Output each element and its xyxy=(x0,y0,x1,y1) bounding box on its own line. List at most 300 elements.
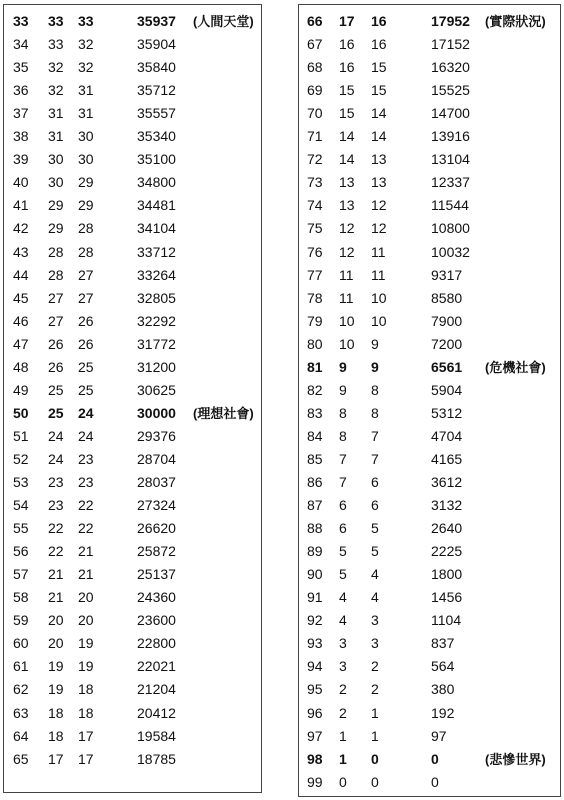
col-2-value: 29 xyxy=(48,197,64,214)
col-3-value: 20 xyxy=(78,589,94,606)
table-row xyxy=(299,563,560,586)
col-2-value: 13 xyxy=(339,174,355,191)
product-value: 25872 xyxy=(137,543,176,560)
row-number: 41 xyxy=(13,197,29,214)
col-2-value: 25 xyxy=(48,381,64,398)
table-row xyxy=(4,102,261,125)
table-row xyxy=(299,748,560,771)
col-2-value: 31 xyxy=(48,128,64,145)
table-row xyxy=(4,333,261,356)
col-2-value: 2 xyxy=(339,681,347,698)
col-2-value: 0 xyxy=(339,773,347,790)
col-3-value: 25 xyxy=(78,381,94,398)
row-number: 68 xyxy=(307,59,323,76)
product-value: 30000 xyxy=(137,404,176,421)
table-row xyxy=(4,148,261,171)
product-value: 1104 xyxy=(431,612,462,629)
col-3-value: 17 xyxy=(78,727,94,744)
row-number: 56 xyxy=(13,543,29,560)
table-row xyxy=(299,448,560,471)
product-value: 5904 xyxy=(431,381,463,398)
product-value: 35557 xyxy=(137,105,176,122)
table-row xyxy=(299,517,560,540)
col-2-value: 17 xyxy=(48,750,64,767)
col-3-value: 26 xyxy=(78,335,94,352)
col-3-value: 19 xyxy=(78,658,94,675)
row-number: 58 xyxy=(13,589,29,606)
col-3-value: 28 xyxy=(78,220,94,237)
col-2-value: 33 xyxy=(48,36,64,53)
product-value: 12337 xyxy=(431,174,470,191)
col-2-value: 3 xyxy=(339,658,347,675)
row-number: 75 xyxy=(307,220,323,237)
table-row xyxy=(299,771,560,794)
row-number: 90 xyxy=(307,566,323,583)
table-row xyxy=(299,56,560,79)
col-3-value: 10 xyxy=(371,289,387,306)
product-value: 11544 xyxy=(431,197,469,214)
product-value: 27324 xyxy=(137,497,176,514)
row-number: 64 xyxy=(13,727,29,744)
col-2-value: 7 xyxy=(339,474,347,490)
product-value: 22021 xyxy=(137,658,176,675)
col-2-value: 13 xyxy=(339,197,355,214)
col-3-value: 28 xyxy=(78,243,94,260)
col-2-value: 11 xyxy=(339,289,354,306)
product-value: 25137 xyxy=(137,566,176,583)
product-value: 21204 xyxy=(137,681,176,698)
row-number: 65 xyxy=(13,750,29,767)
col-3-value: 27 xyxy=(78,266,94,283)
product-value: 29376 xyxy=(137,427,176,444)
table-row xyxy=(4,33,261,56)
product-value: 35840 xyxy=(137,59,176,76)
table-row xyxy=(4,241,261,264)
row-note: (危機社會) xyxy=(485,359,546,375)
table-row xyxy=(299,79,560,102)
table-row xyxy=(4,563,261,586)
col-3-value: 6 xyxy=(371,474,379,490)
table-row xyxy=(4,471,261,494)
col-3-value: 0 xyxy=(371,750,379,767)
col-3-value: 5 xyxy=(371,520,379,537)
row-note: (悲慘世界) xyxy=(485,751,546,767)
col-2-value: 25 xyxy=(48,404,64,421)
row-note: (實際狀況) xyxy=(485,14,546,29)
left-table xyxy=(3,4,262,793)
col-3-value: 29 xyxy=(78,174,94,191)
col-3-value: 3 xyxy=(371,612,379,629)
col-2-value: 24 xyxy=(48,450,64,467)
row-number: 63 xyxy=(13,704,29,721)
table-row xyxy=(4,748,261,771)
table-row xyxy=(4,448,261,471)
col-2-value: 27 xyxy=(48,312,64,329)
col-2-value: 31 xyxy=(48,105,64,122)
product-value: 33712 xyxy=(137,243,176,260)
col-2-value: 27 xyxy=(48,289,64,306)
product-value: 35340 xyxy=(137,128,176,145)
table-row xyxy=(299,494,560,517)
table-row xyxy=(4,632,261,655)
col-2-value: 14 xyxy=(339,128,355,145)
col-3-value: 31 xyxy=(78,82,94,99)
col-3-value: 9 xyxy=(371,335,379,352)
col-2-value: 14 xyxy=(339,151,355,168)
table-row xyxy=(299,540,560,563)
col-2-value: 5 xyxy=(339,543,347,560)
col-3-value: 18 xyxy=(78,681,94,698)
product-value: 9317 xyxy=(431,266,463,283)
col-2-value: 16 xyxy=(339,36,355,53)
product-value: 13104 xyxy=(431,151,470,168)
row-number: 84 xyxy=(307,427,323,444)
row-number: 50 xyxy=(13,404,29,421)
col-3-value: 22 xyxy=(78,497,94,514)
row-number: 66 xyxy=(307,13,323,29)
col-2-value: 20 xyxy=(48,635,64,652)
col-2-value: 10 xyxy=(339,335,355,352)
table-row xyxy=(4,702,261,725)
table-row xyxy=(299,425,560,448)
row-number: 89 xyxy=(307,543,323,560)
row-number: 60 xyxy=(13,635,29,652)
product-value: 31200 xyxy=(137,358,176,375)
row-number: 62 xyxy=(13,681,29,698)
table-row xyxy=(4,517,261,540)
col-3-value: 1 xyxy=(371,704,379,721)
col-2-value: 33 xyxy=(48,13,64,29)
col-2-value: 8 xyxy=(339,427,347,444)
col-3-value: 4 xyxy=(371,589,379,606)
row-number: 40 xyxy=(13,174,29,191)
table-row xyxy=(299,148,560,171)
product-value: 16320 xyxy=(431,59,470,76)
row-number: 97 xyxy=(307,727,323,744)
col-3-value: 22 xyxy=(78,520,94,537)
row-number: 79 xyxy=(307,312,323,329)
product-value: 10800 xyxy=(431,220,470,237)
row-number: 82 xyxy=(307,381,323,398)
product-value: 35712 xyxy=(137,82,176,99)
col-2-value: 9 xyxy=(339,358,347,375)
col-3-value: 8 xyxy=(371,381,379,398)
product-value: 35937 xyxy=(137,13,176,29)
col-2-value: 32 xyxy=(48,82,64,99)
col-3-value: 17 xyxy=(78,750,94,767)
row-number: 71 xyxy=(307,128,323,145)
col-3-value: 16 xyxy=(371,13,387,29)
product-value: 34104 xyxy=(137,220,176,237)
row-number: 48 xyxy=(13,358,29,375)
product-value: 3132 xyxy=(431,497,463,514)
col-2-value: 19 xyxy=(48,681,64,698)
product-value: 2640 xyxy=(431,520,463,537)
row-note: (人間天堂) xyxy=(193,14,254,29)
row-number: 33 xyxy=(13,13,29,29)
row-number: 87 xyxy=(307,497,323,514)
row-number: 45 xyxy=(13,289,29,306)
col-3-value: 15 xyxy=(371,59,387,76)
col-2-value: 2 xyxy=(339,704,347,721)
product-value: 32292 xyxy=(137,312,176,329)
table-row xyxy=(299,241,560,264)
col-2-value: 1 xyxy=(339,750,347,767)
table-row xyxy=(299,402,560,425)
row-number: 73 xyxy=(307,174,323,191)
row-number: 74 xyxy=(307,197,323,214)
table-row xyxy=(299,586,560,609)
table-row xyxy=(4,10,261,33)
col-2-value: 1 xyxy=(339,727,347,744)
row-note: (理想社會) xyxy=(193,405,254,421)
product-value: 3612 xyxy=(431,474,463,490)
col-2-value: 19 xyxy=(48,658,64,675)
row-number: 77 xyxy=(307,266,323,283)
col-3-value: 11 xyxy=(371,243,386,260)
col-3-value: 24 xyxy=(78,427,94,444)
row-number: 34 xyxy=(13,36,29,53)
col-3-value: 6 xyxy=(371,497,379,514)
col-2-value: 9 xyxy=(339,381,347,398)
product-value: 35904 xyxy=(137,36,176,53)
col-2-value: 23 xyxy=(48,474,64,490)
col-2-value: 3 xyxy=(339,635,347,652)
col-2-value: 6 xyxy=(339,497,347,514)
row-number: 95 xyxy=(307,681,323,698)
col-3-value: 31 xyxy=(78,105,94,122)
col-2-value: 18 xyxy=(48,727,64,744)
row-number: 43 xyxy=(13,243,29,260)
row-number: 52 xyxy=(13,450,29,467)
row-number: 92 xyxy=(307,612,323,629)
col-2-value: 15 xyxy=(339,105,355,122)
product-value: 24360 xyxy=(137,589,176,606)
product-value: 20412 xyxy=(137,704,176,721)
table-row xyxy=(299,632,560,655)
product-value: 0 xyxy=(431,773,439,790)
col-3-value: 21 xyxy=(78,543,94,560)
product-value: 17952 xyxy=(431,13,470,29)
row-number: 69 xyxy=(307,82,323,99)
col-2-value: 24 xyxy=(48,427,64,444)
product-value: 14700 xyxy=(431,105,470,122)
col-3-value: 32 xyxy=(78,36,94,53)
product-value: 23600 xyxy=(137,612,176,629)
table-row xyxy=(4,379,261,402)
col-3-value: 15 xyxy=(371,82,387,99)
col-3-value: 27 xyxy=(78,289,94,306)
col-2-value: 15 xyxy=(339,82,355,99)
product-value: 28037 xyxy=(137,474,176,490)
row-number: 67 xyxy=(307,36,323,53)
col-3-value: 13 xyxy=(371,151,387,168)
col-2-value: 11 xyxy=(339,266,354,283)
table-row xyxy=(4,217,261,240)
col-2-value: 26 xyxy=(48,358,64,375)
table-row xyxy=(4,494,261,517)
col-2-value: 22 xyxy=(48,543,64,560)
col-2-value: 21 xyxy=(48,566,64,583)
col-3-value: 14 xyxy=(371,105,387,122)
row-number: 42 xyxy=(13,220,29,237)
col-3-value: 3 xyxy=(371,635,379,652)
table-row xyxy=(299,125,560,148)
product-value: 7200 xyxy=(431,335,463,352)
row-number: 44 xyxy=(13,266,29,283)
col-2-value: 7 xyxy=(339,450,347,467)
product-value: 97 xyxy=(431,727,447,744)
row-number: 72 xyxy=(307,151,323,168)
col-3-value: 26 xyxy=(78,312,94,329)
col-3-value: 11 xyxy=(371,266,386,283)
row-number: 38 xyxy=(13,128,29,145)
col-2-value: 18 xyxy=(48,704,64,721)
product-value: 5312 xyxy=(431,404,463,421)
table-row xyxy=(299,217,560,240)
product-value: 1456 xyxy=(431,589,463,606)
col-3-value: 12 xyxy=(371,197,387,214)
col-3-value: 32 xyxy=(78,59,94,76)
row-number: 86 xyxy=(307,474,323,490)
row-number: 55 xyxy=(13,520,29,537)
product-value: 0 xyxy=(431,750,439,767)
row-number: 57 xyxy=(13,566,29,583)
table-row xyxy=(299,287,560,310)
table-row xyxy=(4,678,261,701)
table-row xyxy=(4,356,261,379)
col-2-value: 28 xyxy=(48,243,64,260)
product-value: 6561 xyxy=(431,358,463,375)
table-row xyxy=(299,609,560,632)
col-3-value: 7 xyxy=(371,427,379,444)
col-3-value: 4 xyxy=(371,566,379,583)
row-number: 83 xyxy=(307,404,323,421)
product-value: 2225 xyxy=(431,543,463,560)
table-row xyxy=(4,425,261,448)
product-value: 192 xyxy=(431,704,455,721)
row-number: 80 xyxy=(307,335,323,352)
col-2-value: 22 xyxy=(48,520,64,537)
col-3-value: 10 xyxy=(371,312,387,329)
row-number: 61 xyxy=(13,658,29,675)
col-2-value: 21 xyxy=(48,589,64,606)
col-3-value: 23 xyxy=(78,450,94,467)
col-3-value: 23 xyxy=(78,474,94,490)
row-number: 78 xyxy=(307,289,323,306)
col-3-value: 8 xyxy=(371,404,379,421)
col-2-value: 6 xyxy=(339,520,347,537)
col-3-value: 30 xyxy=(78,151,94,168)
row-number: 51 xyxy=(13,427,29,444)
col-3-value: 19 xyxy=(78,635,94,652)
table-row xyxy=(299,10,560,33)
col-3-value: 12 xyxy=(371,220,387,237)
product-value: 35100 xyxy=(137,151,176,168)
col-3-value: 9 xyxy=(371,358,379,375)
col-2-value: 26 xyxy=(48,335,64,352)
table-row xyxy=(4,609,261,632)
col-2-value: 4 xyxy=(339,589,347,606)
table-row xyxy=(4,310,261,333)
table-row xyxy=(4,655,261,678)
table-row xyxy=(299,33,560,56)
row-number: 94 xyxy=(307,658,323,675)
col-3-value: 18 xyxy=(78,704,94,721)
col-3-value: 1 xyxy=(371,727,379,744)
table-row xyxy=(299,194,560,217)
col-2-value: 20 xyxy=(48,612,64,629)
col-3-value: 29 xyxy=(78,197,94,214)
table-row xyxy=(4,171,261,194)
product-value: 10032 xyxy=(431,243,470,260)
col-3-value: 21 xyxy=(78,566,94,583)
col-2-value: 8 xyxy=(339,404,347,421)
product-value: 17152 xyxy=(431,36,470,53)
product-value: 13916 xyxy=(431,128,470,145)
col-2-value: 10 xyxy=(339,312,355,329)
col-2-value: 30 xyxy=(48,174,64,191)
table-row xyxy=(4,287,261,310)
table-row xyxy=(4,264,261,287)
row-number: 36 xyxy=(13,82,29,99)
col-2-value: 28 xyxy=(48,266,64,283)
row-number: 81 xyxy=(307,358,323,375)
table-row xyxy=(4,402,261,425)
col-3-value: 14 xyxy=(371,128,387,145)
row-number: 85 xyxy=(307,450,323,467)
table-row xyxy=(299,725,560,748)
col-3-value: 33 xyxy=(78,13,94,29)
table-row xyxy=(299,702,560,725)
row-number: 53 xyxy=(13,474,29,490)
col-3-value: 25 xyxy=(78,358,94,375)
row-number: 99 xyxy=(307,773,323,790)
col-3-value: 5 xyxy=(371,543,379,560)
product-value: 8580 xyxy=(431,289,463,306)
product-value: 4704 xyxy=(431,427,463,444)
col-2-value: 23 xyxy=(48,497,64,514)
table-row xyxy=(299,333,560,356)
table-row xyxy=(4,125,261,148)
right-table xyxy=(298,4,561,797)
table-row xyxy=(4,194,261,217)
product-value: 19584 xyxy=(137,727,176,744)
row-number: 49 xyxy=(13,381,29,398)
product-value: 34800 xyxy=(137,174,176,191)
col-3-value: 2 xyxy=(371,681,379,698)
table-row xyxy=(299,655,560,678)
table-row xyxy=(4,56,261,79)
row-number: 76 xyxy=(307,243,323,260)
product-value: 380 xyxy=(431,681,455,698)
col-2-value: 12 xyxy=(339,243,355,260)
product-value: 26620 xyxy=(137,520,176,537)
table-row xyxy=(299,264,560,287)
product-value: 15525 xyxy=(431,82,470,99)
row-number: 91 xyxy=(307,589,323,606)
table-row xyxy=(4,79,261,102)
table-row xyxy=(299,102,560,125)
table-row xyxy=(4,725,261,748)
row-number: 98 xyxy=(307,750,323,767)
col-2-value: 5 xyxy=(339,566,347,583)
col-3-value: 16 xyxy=(371,36,387,53)
product-value: 7900 xyxy=(431,312,463,329)
row-number: 35 xyxy=(13,59,29,76)
row-number: 88 xyxy=(307,520,323,537)
table-row xyxy=(299,356,560,379)
